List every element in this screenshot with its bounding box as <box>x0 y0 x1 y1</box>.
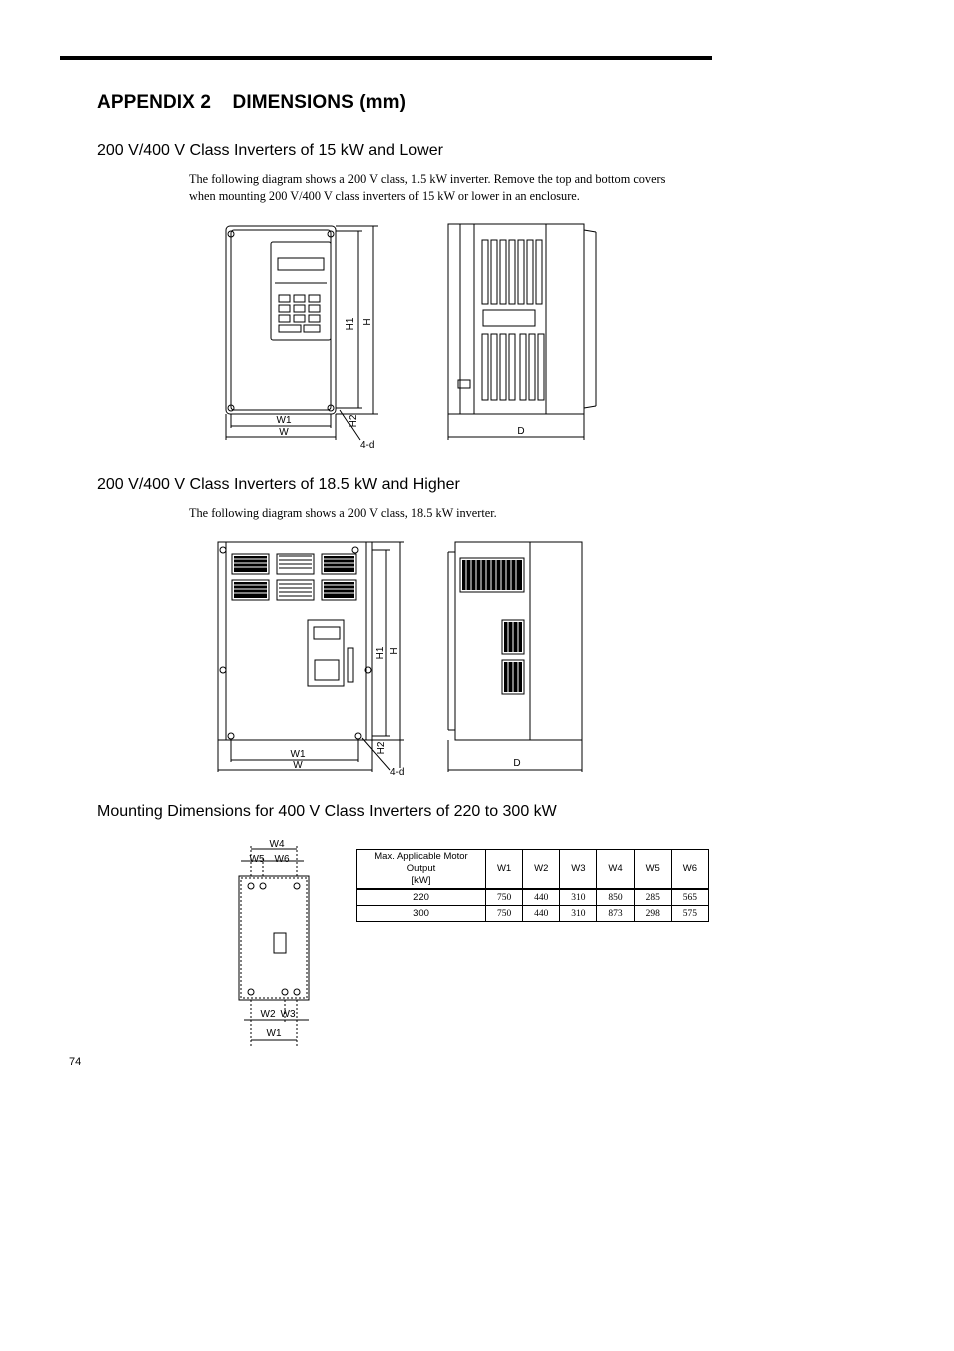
table-cell: 565 <box>671 889 708 906</box>
table-header-w5: W5 <box>634 850 671 890</box>
dim-label-w4: W4 <box>269 839 285 850</box>
section-heading-18kw: 200 V/400 V Class Inverters of 18.5 kW and Higher <box>97 476 460 493</box>
dim-label-h1: H1 <box>345 317 356 331</box>
table-header-w3: W3 <box>560 850 597 890</box>
section-heading-mounting: Mounting Dimensions for 400 V Class Inverters of 220 to 300 kW <box>97 803 557 820</box>
table-header-w4: W4 <box>597 850 634 890</box>
header-line: Output <box>406 863 436 874</box>
dim-label-w1: W1 <box>266 1028 282 1039</box>
description-line: when mounting 200 V/400 V class inverters of 15 kW or lower in an enclosure. <box>189 189 580 203</box>
table-cell: 440 <box>523 906 560 922</box>
table-header-row <box>357 850 709 890</box>
table-row <box>357 889 709 906</box>
section-heading-15kw: 200 V/400 V Class Inverters of 15 kW and Lower <box>97 142 443 159</box>
table-cell: 750 <box>486 906 523 922</box>
dim-label-w: W <box>279 427 289 438</box>
table-cell: 310 <box>560 906 597 922</box>
table-cell: 750 <box>486 889 523 906</box>
table-cell: 285 <box>634 889 671 906</box>
table-header-motor-output <box>357 850 486 890</box>
table-row <box>357 906 709 922</box>
dim-label-h2: H2 <box>348 414 359 428</box>
dim-label-w2: W2 <box>260 1009 276 1020</box>
dim-label-h2: H2 <box>376 741 387 755</box>
header-line: Max. Applicable Motor <box>374 851 468 862</box>
header-line: [kW] <box>411 875 431 886</box>
dim-label-w6: W6 <box>274 854 290 865</box>
table-cell: 300 <box>357 906 486 922</box>
description-line: The following diagram shows a 200 V class, 1.5 kW inverter. Remove the top and bottom covers <box>189 172 666 186</box>
table-cell: 310 <box>560 889 597 906</box>
table-cell: 298 <box>634 906 671 922</box>
dim-label-w3: W3 <box>280 1009 296 1020</box>
dim-label-w1: W1 <box>276 415 292 426</box>
dim-label-h1: H1 <box>375 646 386 660</box>
page-number: 74 <box>69 1056 82 1068</box>
table-cell: 873 <box>597 906 634 922</box>
table-cell: 220 <box>357 889 486 906</box>
dim-label-4d: 4-d <box>360 440 375 451</box>
dim-label-w1: W1 <box>290 749 306 760</box>
dim-label-h: H <box>362 318 373 326</box>
table-cell: 575 <box>671 906 708 922</box>
dim-label-d: D <box>513 758 521 769</box>
dim-label-4d: 4-d <box>390 767 405 778</box>
table-header-w2: W2 <box>523 850 560 890</box>
table-header-w6: W6 <box>671 850 708 890</box>
dim-label-w: W <box>293 760 303 771</box>
page-title: APPENDIX 2 DIMENSIONS (mm) <box>97 92 407 113</box>
table-header-w1: W1 <box>486 850 523 890</box>
dim-label-w5: W5 <box>249 854 265 865</box>
dim-label-d: D <box>517 426 525 437</box>
description-line: The following diagram shows a 200 V class, 18.5 kW inverter. <box>189 506 497 520</box>
mounting-dimensions-table <box>356 849 709 922</box>
dim-label-h: H <box>389 647 400 655</box>
table-cell: 850 <box>597 889 634 906</box>
table-cell: 440 <box>523 889 560 906</box>
